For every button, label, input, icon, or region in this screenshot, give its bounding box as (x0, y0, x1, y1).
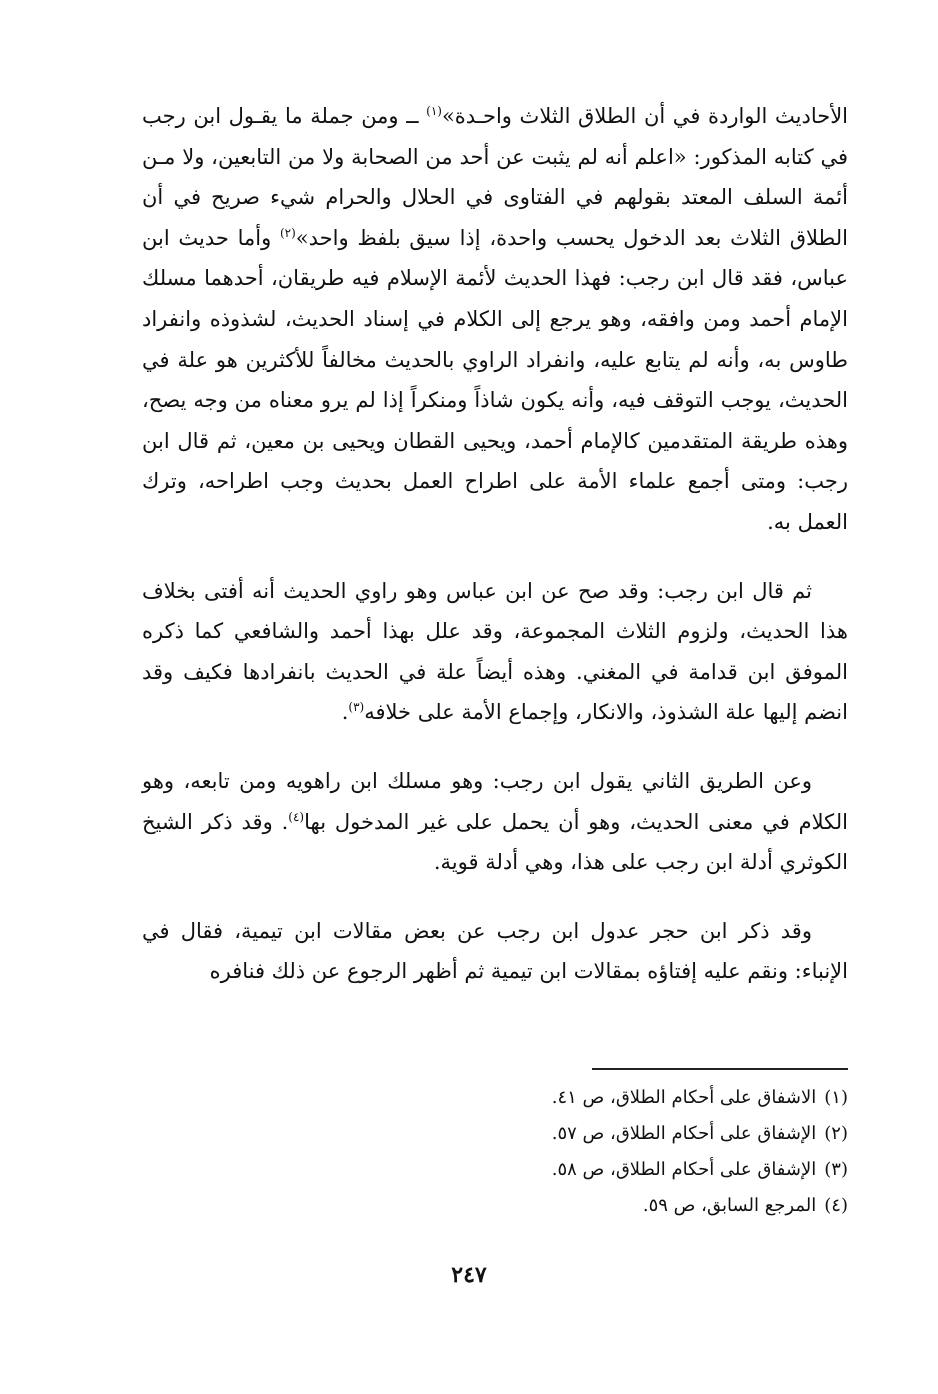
footnote-reference: (٤) (288, 809, 305, 824)
paragraph-text: ثم قال ابن رجب: وقد صح عن ابن عباس وهو راوي الحديث أنه أفتى بخلاف هذا الحديث، ولزوم الثلاث المجموعة، وقد علل بهذا أحمد والشافعي كما ذكره الموفق ابن قدامة في المغني. وهذه أيضاً علة في الحديث بانفرادها فكيف وقد انضم إليها علة الشذوذ، والانكار، وإجماع الأمة على خلافه (142, 578, 848, 725)
footnote-text: الإشفاق على أحكام الطلاق، ص ٥٧. (551, 1123, 817, 1144)
footnote (400, 1152, 848, 1188)
footnote-reference: (٢) (279, 225, 296, 240)
page-number: ٢٤٧ (451, 1262, 487, 1288)
paragraph (142, 571, 848, 733)
paragraph (142, 761, 848, 883)
footnote-reference: (١) (426, 104, 442, 118)
paragraph-text: . وقد ذكر الشيخ الكوثري أدلة ابن رجب على هذا، وهي أدلة قوية. (142, 809, 848, 875)
paragraph-text: وعن الطريق الثاني يقول ابن رجب: وهو مسلك ابن راهويه ومن تابعه، وهو الكلام في معنى الحديث، وهو أن يحمل على غير المدخول بها (142, 768, 849, 834)
footnote-number: (١) (824, 1087, 848, 1108)
footnote-reference: (٣) (348, 700, 365, 715)
footnotes-list (400, 1080, 848, 1224)
paragraph (142, 96, 848, 543)
footnote (400, 1188, 848, 1224)
main-text (142, 96, 848, 992)
footnote-text: الاشفاق على أحكام الطلاق، ص ٤١. (551, 1087, 817, 1108)
footnote-text: المرجع السابق، ص ٥٩. (642, 1195, 817, 1216)
footnote-number: (٣) (824, 1159, 848, 1180)
footnote-number: (٢) (824, 1123, 848, 1144)
footnote (400, 1116, 848, 1152)
footnote-divider (592, 1068, 848, 1070)
footnote (400, 1080, 848, 1116)
paragraph-text: الأحاديث الواردة في أن الطلاق الثلاث واحـدة» (441, 104, 849, 128)
footnote-text: الإشفاق على أحكام الطلاق، ص ٥٨. (551, 1159, 817, 1180)
paragraph-text: وأما حديث ابن عباس، فقد قال ابن رجب: فهذا الحديث لأئمة الإسلام فيه طريقان، أحدهما مسلك الإمام أحمد ومن وافقه، وهو يرجع إلى الكلام في إسناد الحديث، لشذوذه وانفراد طاوس به، وأنه لم يتابع عليه، وانفراد الراوي بالحديث مخالفاً للأكثرين هو علة في الحديث، يوجب التوقف فيه، وأنه يكون شاذاً ومنكراً إذا لم يرو معناه من وجه يصح، وهذه طريقة المتقدمين كالإمام أحمد، ويحيى القطان ويحيى بن معين، ثم قال ابن رجب: ومتى أجمع علماء الأمة على اطراح العمل بحديث وجب اطراحه، وترك العمل به. (142, 225, 848, 534)
paragraph-text: وقد ذكر ابن حجر عدول ابن رجب عن بعض مقالات ابن تيمية، فقال في الإنباء: ونقم عليه إفتاؤه بمقالات ابن تيمية ثم أظهر الرجوع عن ذلك فنافره (142, 918, 848, 984)
paragraph-text: . (341, 700, 349, 725)
paragraph-text: ــ ومن جملة ما يقـول ابن رجب في كتابه المذكور: «اعلم أنه لم يثبت عن أحد من الصحابة ولا من التابعين، ولا مـن أئمة السلف المعتد بقولهم في الفتاوى في الحلال والحرام شيء صريح في أن الطلاق الثلاث بعد الدخول يحسب واحدة، إذا سيق بلفظ واحد» (142, 104, 848, 250)
footnote-number: (٤) (824, 1195, 848, 1216)
paragraph (142, 911, 848, 992)
